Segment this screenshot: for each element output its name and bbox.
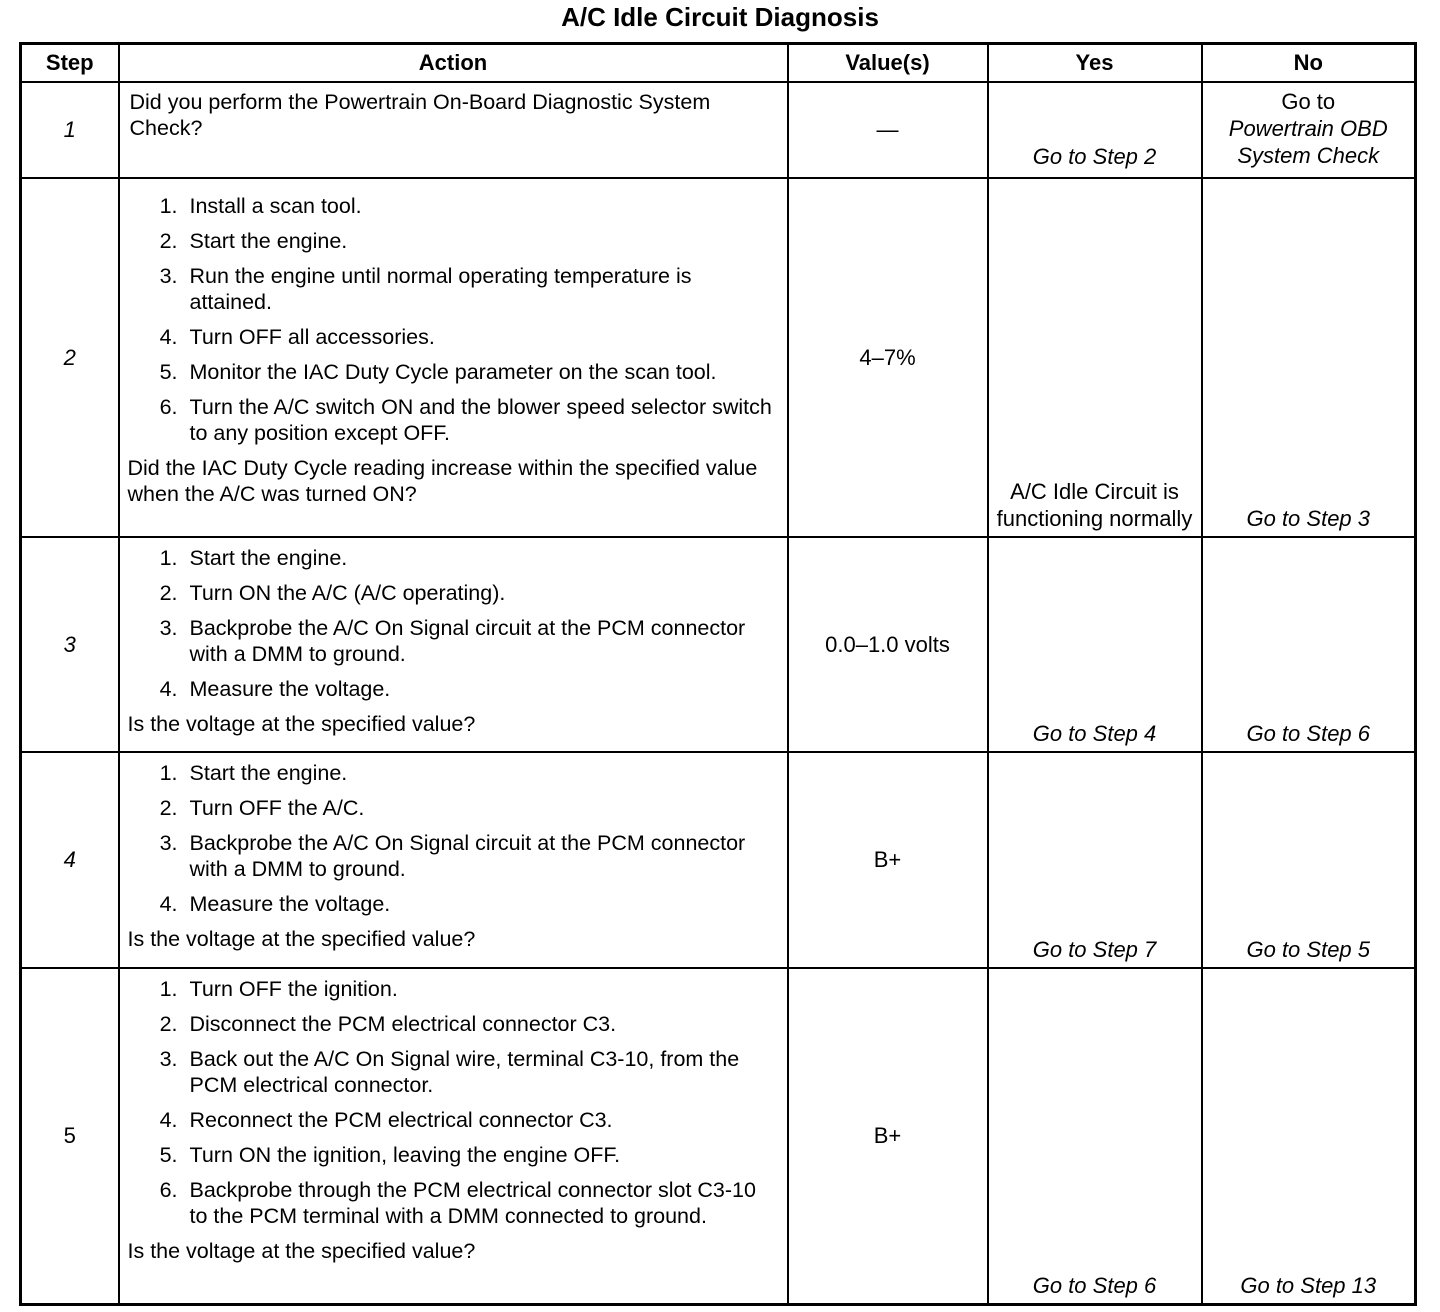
action-text: Did you perform the Powertrain On-Board Diagnostic System Check? — [129, 90, 711, 140]
header-action: Action — [119, 44, 788, 83]
action-step: 1. Install a scan tool. — [184, 193, 773, 219]
action-steps — [128, 193, 773, 446]
action-step: 3. Backprobe the A/C On Signal circuit at the PCM connector with a DMM to ground. — [184, 830, 773, 882]
step-number: 4 — [21, 752, 119, 968]
table-row — [21, 537, 1416, 752]
action-step: 5. Turn ON the ignition, leaving the engine OFF. — [184, 1142, 773, 1168]
yes-link: Go to Step 7 — [1032, 937, 1157, 962]
action-step: 2. Turn OFF the A/C. — [184, 795, 773, 821]
table-row — [21, 752, 1416, 968]
action-steps — [128, 976, 773, 1229]
action-question: Is the voltage at the specified value? — [127, 927, 476, 951]
action-step: 3. Run the engine until normal operating temperature is attained. — [184, 263, 773, 315]
action-question: Did the IAC Duty Cycle reading increase within the specified value when the A/C was turned ON? — [127, 456, 758, 506]
action-steps — [128, 545, 773, 702]
action-step: 2. Turn ON the A/C (A/C operating). — [184, 580, 773, 606]
action-step: 4. Measure the voltage. — [184, 891, 773, 917]
yes-link: Go to Step 2 — [1032, 144, 1157, 169]
no-link: Go to Step 5 — [1246, 937, 1371, 962]
step-number: 1 — [21, 82, 119, 178]
action-step: 4. Turn OFF all accessories. — [184, 324, 773, 350]
yes-cell — [988, 82, 1202, 178]
table-row — [21, 178, 1416, 537]
value-cell: 4–7% — [788, 178, 988, 537]
action-cell — [119, 537, 788, 752]
no-link: Go to Step 3 — [1246, 506, 1371, 531]
action-step: 6. Turn the A/C switch ON and the blower speed selector switch to any position except OFF. — [184, 394, 773, 446]
action-question: Is the voltage at the specified value? — [127, 1239, 476, 1263]
no-cell — [1202, 178, 1416, 537]
no-link: Go to Step 13 — [1240, 1272, 1377, 1298]
action-step: 4. Measure the voltage. — [184, 676, 773, 702]
no-prefix: Go to — [1281, 89, 1336, 114]
action-step: 2. Start the engine. — [184, 228, 773, 254]
yes-cell — [988, 968, 1202, 1304]
no-cell — [1202, 752, 1416, 968]
value-cell: — — [788, 82, 988, 178]
step-number: 5 — [21, 968, 119, 1304]
yes-result: A/C Idle Circuit is functioning normally — [996, 479, 1193, 531]
yes-link: Go to Step 6 — [1032, 1272, 1157, 1298]
action-cell — [119, 178, 788, 537]
action-step: 4. Reconnect the PCM electrical connector C3. — [184, 1107, 773, 1133]
value-cell: 0.0–1.0 volts — [788, 537, 988, 752]
yes-cell — [988, 752, 1202, 968]
action-step: 3. Back out the A/C On Signal wire, terminal C3-10, from the PCM electrical connector. — [184, 1046, 773, 1098]
no-cell — [1202, 968, 1416, 1304]
no-link: Powertrain OBD System Check — [1228, 116, 1388, 168]
action-step: 6. Backprobe through the PCM electrical connector slot C3-10 to the PCM terminal with a DMM connected to ground. — [184, 1177, 773, 1229]
step-number: 3 — [21, 537, 119, 752]
action-step: 5. Monitor the IAC Duty Cycle parameter on the scan tool. — [184, 359, 773, 385]
value-cell: B+ — [788, 752, 988, 968]
header-step: Step — [21, 44, 119, 83]
yes-cell — [988, 178, 1202, 537]
yes-link: Go to Step 4 — [1032, 721, 1157, 746]
header-values: Value(s) — [788, 44, 988, 83]
action-step: 1. Start the engine. — [184, 545, 773, 571]
no-cell — [1202, 537, 1416, 752]
action-steps — [128, 760, 773, 917]
action-cell — [119, 752, 788, 968]
yes-cell — [988, 537, 1202, 752]
diagnosis-table — [19, 42, 1417, 1306]
step-number: 2 — [21, 178, 119, 537]
header-no: No — [1202, 44, 1416, 83]
table-header-row — [21, 44, 1416, 83]
no-cell — [1202, 82, 1416, 178]
action-cell — [119, 968, 788, 1304]
no-link: Go to Step 6 — [1246, 721, 1371, 746]
table-row — [21, 82, 1416, 178]
header-yes: Yes — [988, 44, 1202, 83]
table-row — [21, 968, 1416, 1304]
page-title: A/C Idle Circuit Diagnosis — [561, 2, 879, 32]
action-step: 1. Turn OFF the ignition. — [184, 976, 773, 1002]
action-step: 2. Disconnect the PCM electrical connector C3. — [184, 1011, 773, 1037]
value-cell: B+ — [788, 968, 988, 1304]
action-cell — [119, 82, 788, 178]
action-question: Is the voltage at the specified value? — [127, 712, 476, 736]
action-step: 3. Backprobe the A/C On Signal circuit at the PCM connector with a DMM to ground. — [184, 615, 773, 667]
action-step: 1. Start the engine. — [184, 760, 773, 786]
